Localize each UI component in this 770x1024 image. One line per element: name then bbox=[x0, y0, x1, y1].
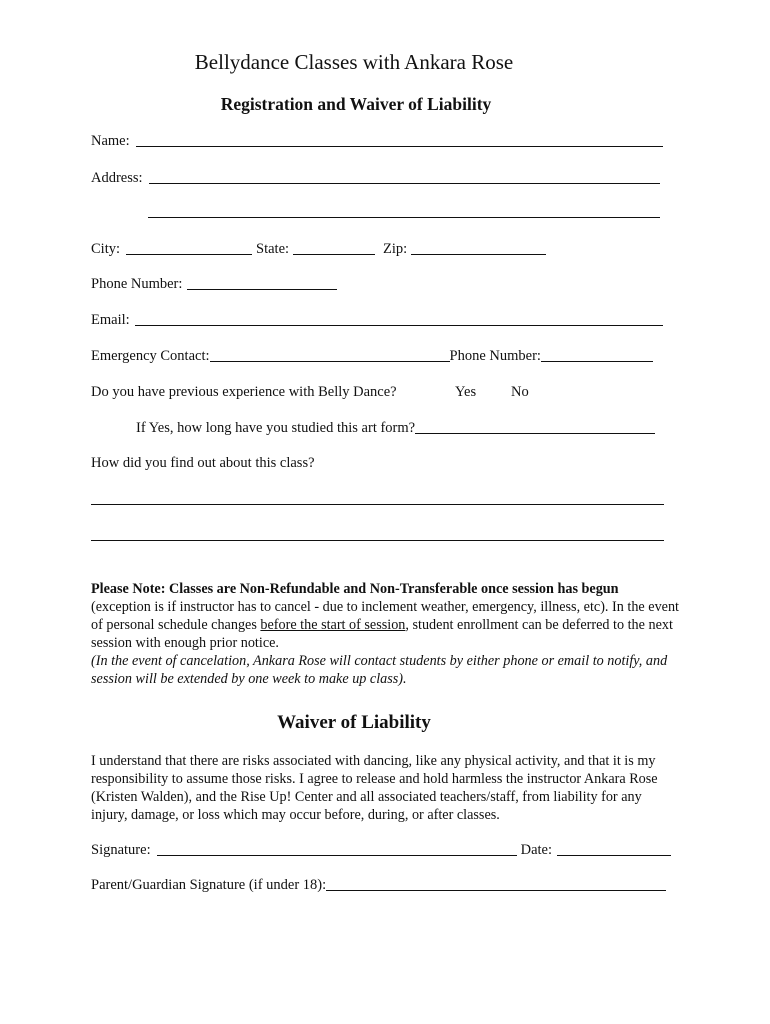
emergency-row bbox=[91, 348, 653, 365]
experience-duration-field[interactable] bbox=[415, 421, 655, 434]
date-field[interactable] bbox=[557, 843, 671, 856]
date-label: Date: bbox=[520, 842, 553, 858]
city-label: City: bbox=[91, 241, 121, 257]
address-row bbox=[91, 170, 660, 187]
experience-question: Do you have previous experience with Belly Dance? bbox=[91, 384, 397, 400]
find-out-row bbox=[91, 455, 315, 472]
emergency-contact-label: Emergency Contact: bbox=[91, 348, 210, 364]
name-row bbox=[91, 133, 663, 150]
emergency-phone-label: Phone Number: bbox=[449, 348, 541, 364]
document-subtitle: Registration and Waiver of Liability bbox=[220, 94, 492, 114]
phone-field[interactable] bbox=[187, 277, 337, 290]
phone-row bbox=[91, 276, 337, 293]
state-label: State: bbox=[256, 241, 290, 257]
email-field[interactable] bbox=[135, 313, 663, 326]
name-label: Name: bbox=[91, 133, 130, 149]
email-label: Email: bbox=[91, 312, 130, 328]
refund-policy-text-2: , student enrollment can be deferred to the next session with enough prior notice. bbox=[91, 617, 673, 651]
address-field-line-2[interactable] bbox=[148, 217, 660, 218]
yes-label: Yes bbox=[455, 384, 477, 400]
find-out-line-1[interactable] bbox=[91, 504, 664, 505]
city-state-zip-row bbox=[91, 241, 546, 258]
experience-yes-option[interactable] bbox=[455, 384, 476, 401]
experience-followup-row bbox=[136, 420, 655, 437]
cancelation-note: (In the event of cancelation, Ankara Rose will contact students by either phone or email to notify, and session will be extended by one week to make up class). bbox=[91, 653, 668, 687]
experience-followup-label: If Yes, how long have you studied this art form? bbox=[136, 420, 416, 436]
experience-row bbox=[91, 384, 397, 401]
signature-label: Signature: bbox=[91, 842, 151, 858]
address-field-line-1[interactable] bbox=[149, 171, 660, 184]
phone-label: Phone Number: bbox=[91, 276, 183, 292]
no-label: No bbox=[511, 384, 529, 400]
find-out-line-2[interactable] bbox=[91, 540, 664, 541]
refund-policy-note bbox=[91, 580, 691, 688]
experience-no-option[interactable] bbox=[511, 384, 529, 401]
emergency-contact-field[interactable] bbox=[210, 349, 450, 362]
zip-label: Zip: bbox=[383, 241, 408, 257]
waiver-heading: Waiver of Liability bbox=[277, 712, 431, 733]
guardian-signature-row bbox=[91, 877, 666, 894]
signature-field[interactable] bbox=[157, 843, 517, 856]
guardian-signature-field[interactable] bbox=[326, 878, 666, 891]
emergency-phone-field[interactable] bbox=[541, 349, 653, 362]
waiver-body: I understand that there are risks associated with dancing, like any physical activity, and that it is my responsibility to assume those risks. I agree to release and hold harmless the instructor Ankara Rose (Kristen Walden), and the Rise Up! Center and all associated teachers/staff, from liability for any injury, damage, or loss which may occur before, during, or after classes. bbox=[91, 753, 658, 823]
email-row bbox=[91, 312, 663, 329]
zip-field[interactable] bbox=[411, 242, 546, 255]
address-label: Address: bbox=[91, 170, 143, 186]
city-field[interactable] bbox=[126, 242, 252, 255]
refund-policy-heading: Please Note: Classes are Non-Refundable and Non-Transferable once session has begun bbox=[91, 581, 619, 597]
document-title: Bellydance Classes with Ankara Rose bbox=[194, 50, 514, 74]
refund-policy-text-1: (exception is if instructor has to cancel - due to inclement weather, emergency, illness, etc). In the event of personal schedule changes bbox=[91, 599, 679, 633]
refund-policy-underlined: before the start of session bbox=[260, 617, 406, 633]
state-field[interactable] bbox=[293, 242, 375, 255]
signature-row bbox=[91, 842, 671, 859]
guardian-signature-label: Parent/Guardian Signature (if under 18): bbox=[91, 877, 327, 893]
name-field[interactable] bbox=[136, 134, 663, 147]
find-out-question: How did you find out about this class? bbox=[91, 455, 315, 471]
